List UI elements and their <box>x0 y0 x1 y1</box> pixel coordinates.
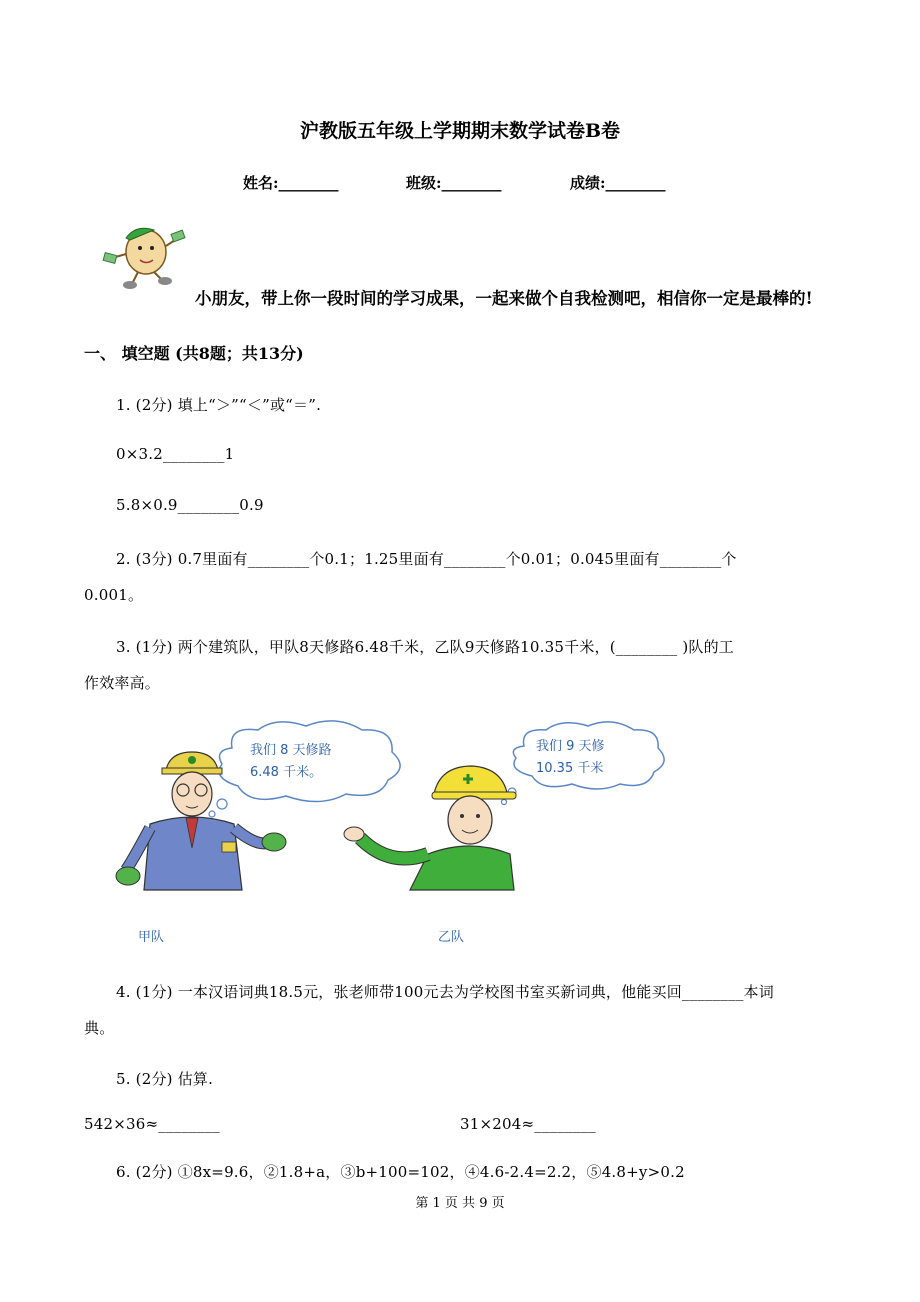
mascot-illustration <box>100 220 192 290</box>
class-field: 班级:________ <box>406 174 502 192</box>
section-1-heading: 一、 填空题 (共8题；共13分) <box>84 344 304 363</box>
q6-line-1: 6. (2分) ①8x=9.6，②1.8+a，③b+100=102，④4.6-2.4=2.2，⑤4.8+y>0.2 <box>116 1163 685 1181</box>
q3-line-2: 作效率高。 <box>84 674 161 692</box>
q4-line-2: 典。 <box>84 1019 115 1037</box>
thought-bubble-a <box>219 721 400 802</box>
exam-title: 沪教版五年级上学期期末数学试卷B卷 <box>299 120 621 142</box>
page-footer: 第 1 页 共 9 页 <box>415 1196 505 1211</box>
name-field: 姓名:________ <box>243 174 339 192</box>
q5-stem: 5. (2分) 估算. <box>116 1070 214 1088</box>
q5-left: 542×36≈________ <box>84 1115 220 1133</box>
score-field: 成绩:________ <box>570 174 666 192</box>
q1-item-1: 0×3.2________1 <box>116 445 235 463</box>
team-b-label: 乙队 <box>438 930 465 945</box>
thought-bubble-b <box>513 722 664 789</box>
q2-line-1: 2. (3分) 0.7里面有________个0.1；1.25里面有________个0.01；0.045里面有________个 <box>116 550 737 568</box>
q3-line-1: 3. (1分) 两个建筑队，甲队8天修路6.48千米，乙队9天修路10.35千米，(________ )队的工 <box>116 638 734 656</box>
q2-line-2: 0.001。 <box>84 586 144 604</box>
q5-right: 31×204≈________ <box>460 1115 596 1133</box>
bubble-b-line-1: 我们 9 天修 <box>536 739 605 754</box>
team-a-label: 甲队 <box>138 930 165 945</box>
bubble-a-line-1: 我们 8 天修路 <box>250 743 332 758</box>
q3-illustration <box>110 718 670 950</box>
bubble-a-line-2: 6.48 千米。 <box>250 765 323 780</box>
q1-stem: 1. (2分) 填上“＞”“＜”或“＝”. <box>116 396 322 414</box>
bubble-b-line-2: 10.35 千米 <box>536 761 604 776</box>
q4-line-1: 4. (1分) 一本汉语词典18.5元，张老师带100元去为学校图书室买新词典，他能买回________本词 <box>116 983 774 1001</box>
encouragement-text: 小朋友，带上你一段时间的学习成果，一起来做个自我检测吧，相信你一定是最棒的! <box>195 289 813 308</box>
q1-item-2: 5.8×0.9________0.9 <box>116 496 264 514</box>
